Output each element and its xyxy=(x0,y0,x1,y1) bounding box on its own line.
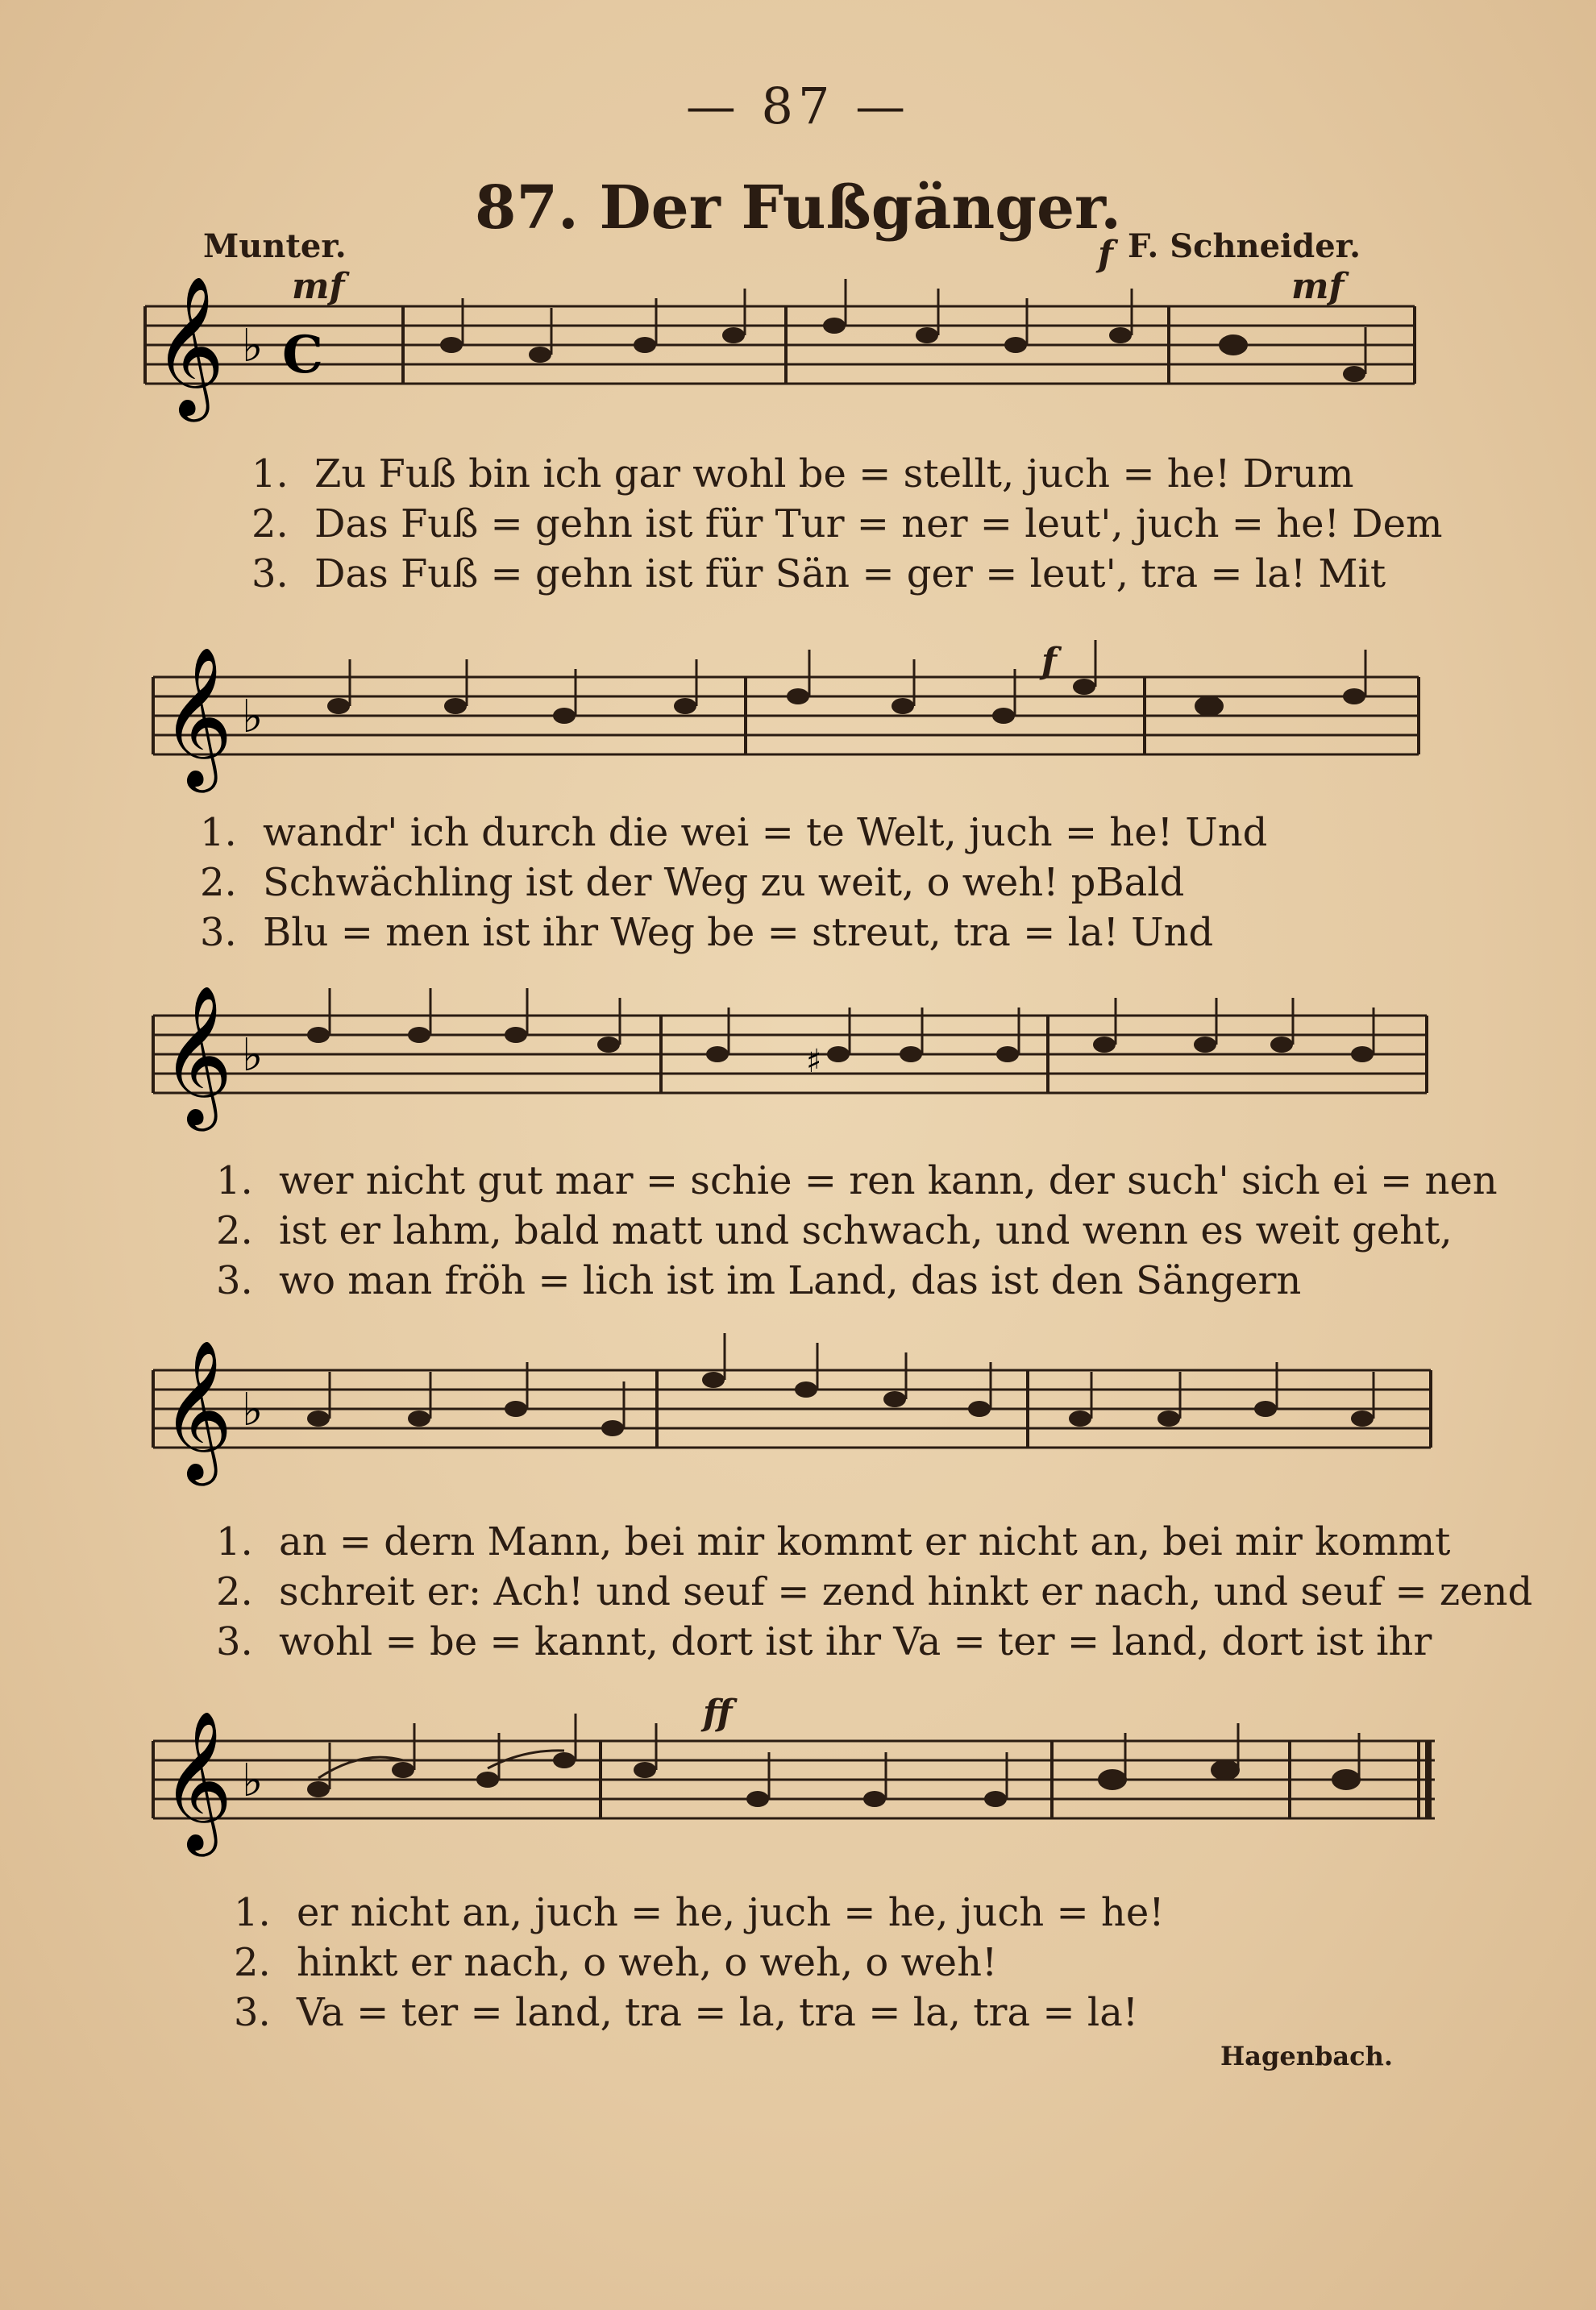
treble-clef-icon: 𝄞 xyxy=(161,1340,233,1480)
svg-text:♭: ♭ xyxy=(242,1028,264,1082)
page-number: — 87 — xyxy=(685,77,911,135)
svg-text:C: C xyxy=(282,325,323,385)
lyric-line: 2. hinkt er nach, o weh, o weh, o weh! xyxy=(234,1940,998,1985)
lyric-line: 2. Schwächling ist der Weg zu weit, o weh! pBald xyxy=(200,860,1185,905)
lyric-line: 1. Zu Fuß bin ich gar wohl be = stellt, juch = he! Drum xyxy=(251,451,1354,496)
lyric-line: 3. wohl = be = kannt, dort ist ihr Va = ter = land, dort ist ihr xyxy=(216,1619,1432,1664)
tempo-marking: Munter. xyxy=(203,227,347,265)
lyric-line: 1. er nicht an, juch = he, juch = he, juch = he! xyxy=(234,1890,1165,1935)
svg-text:♭: ♭ xyxy=(242,1754,264,1807)
dynamic-mark: f xyxy=(1098,234,1113,275)
lyric-line: 3. Blu = men ist ihr Weg be = streut, tra = la! Und xyxy=(200,910,1214,955)
lyric-line: 2. schreit er: Ach! und seuf = zend hinkt er nach, und seuf = zend xyxy=(216,1569,1533,1614)
lyric-line: 2. Das Fuß = gehn ist für Tur = ner = leut', juch = he! Dem xyxy=(251,501,1443,546)
lyric-line: 1. an = dern Mann, bei mir kommt er nicht an, bei mir kommt xyxy=(216,1519,1451,1564)
music-staff-3 xyxy=(0,985,1596,1153)
treble-clef-icon: 𝄞 xyxy=(161,985,233,1125)
dynamic-mark: f xyxy=(1041,641,1057,682)
song-title: 87. Der Fußgänger. xyxy=(474,173,1122,243)
lyric-line: 1. wer nicht gut mar = schie = ren kann, der such' sich ei = nen xyxy=(216,1158,1498,1203)
lyric-line: 3. Va = ter = land, tra = la, tra = la, tra = la! xyxy=(234,1990,1139,2035)
svg-text:♭: ♭ xyxy=(242,690,264,743)
treble-clef-icon: 𝄞 xyxy=(161,646,233,787)
svg-text:♯: ♯ xyxy=(806,1043,822,1080)
music-staff-2 xyxy=(0,646,1596,814)
lyric-line: 2. ist er lahm, bald matt und schwach, und wenn es weit geht, xyxy=(216,1208,1453,1253)
music-staff-4 xyxy=(0,1340,1596,1515)
composer-credit: F. Schneider. xyxy=(1127,227,1361,265)
treble-clef-icon: 𝄞 xyxy=(153,276,225,416)
svg-text:♭: ♭ xyxy=(242,1383,264,1436)
treble-clef-icon: 𝄞 xyxy=(161,1710,233,1851)
lyric-line: 3. wo man fröh = lich ist im Land, das ist den Sängern xyxy=(216,1258,1302,1303)
dynamic-mark: ff xyxy=(703,1693,733,1734)
lyric-line: 1. wandr' ich durch die wei = te Welt, juch = he! Und xyxy=(200,810,1268,855)
svg-text:♭: ♭ xyxy=(242,319,264,372)
lyric-line: 3. Das Fuß = gehn ist für Sän = ger = leut', tra = la! Mit xyxy=(251,551,1386,596)
arranger-credit: Hagenbach. xyxy=(1220,2041,1393,2071)
dynamic-mark: mf xyxy=(1291,266,1345,307)
dynamic-mark: mf xyxy=(292,266,345,307)
